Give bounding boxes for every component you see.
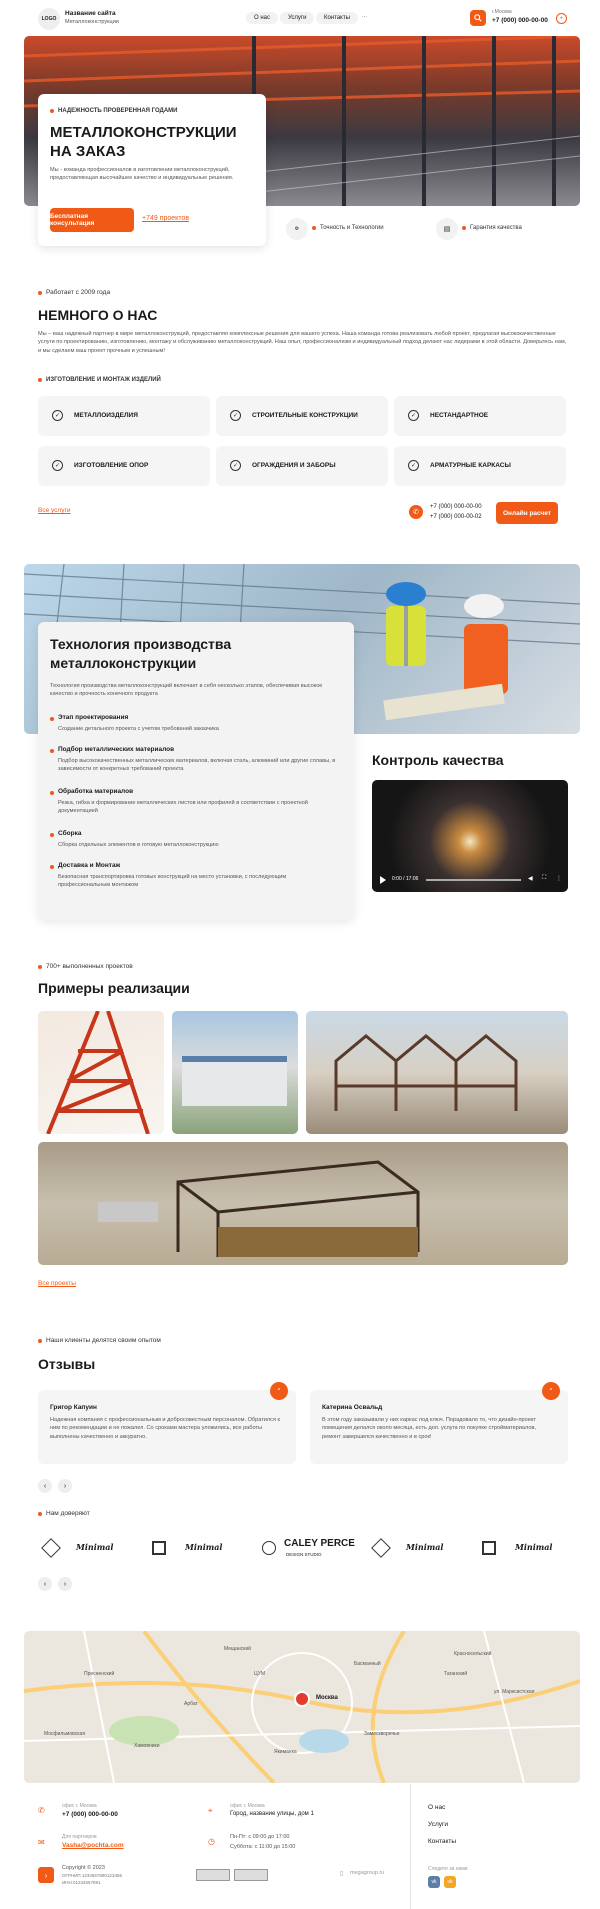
fullscreen-icon[interactable]: ⛶: [542, 875, 547, 881]
about-tag: Работает с 2009 года: [38, 289, 110, 296]
map-label: Красносельский: [454, 1651, 492, 1657]
nav-more[interactable]: ...: [362, 13, 368, 19]
check-icon: ✓: [230, 460, 241, 471]
step-dot: [50, 833, 54, 837]
hero-card: [38, 94, 266, 246]
site-name: Название сайта: [65, 10, 116, 17]
service-label: АРМАТУРНЫЕ КАРКАСЫ: [430, 462, 511, 469]
hero-tag: НАДЕЖНОСТЬ ПРОВЕРЕННАЯ ГОДАМИ: [50, 108, 177, 114]
tech-card: [38, 622, 354, 920]
map-label: Мосфильмовская: [44, 1731, 86, 1737]
check-icon: ✓: [52, 460, 63, 471]
step-title: Доставка и Монтаж: [58, 862, 121, 869]
footer-divider: [410, 1784, 411, 1909]
logos-next-button[interactable]: ›: [58, 1577, 72, 1591]
quality-icon: ▤: [436, 218, 458, 240]
logos-prev-button[interactable]: ‹: [38, 1577, 52, 1591]
map-label: Пресненский: [84, 1671, 115, 1677]
map-label: Арбат: [184, 1701, 198, 1707]
tech-intro: Технология производства металлоконструкций включает в себя несколько этапов, обеспечивая высокое качество и прочность конечного продукта: [50, 683, 323, 698]
step-title: Сборка: [58, 830, 82, 837]
footer-office-label: офис г. Москва: [62, 1803, 97, 1809]
step-desc: Сборка отдельных элементов в готовую металлоконструкцию: [58, 842, 219, 848]
copyright: Copyright © 2023: [62, 1865, 105, 1871]
partner-logo-text: Minimal: [406, 1542, 444, 1552]
step-desc: Подбор высококачественных металлических материалов, включая сталь, алюминий или другие сплавы, в зависимости от конкретных требований проекта: [58, 758, 336, 773]
check-icon: ✓: [230, 410, 241, 421]
about-title: НЕМНОГО О НАС: [38, 307, 158, 323]
all-projects-link[interactable]: Все проекты: [38, 1280, 76, 1287]
about-phone-2[interactable]: +7 (000) 000-00-02: [430, 514, 482, 520]
inn: ИНН 01234567891: [62, 1880, 101, 1885]
ok-icon[interactable]: ok: [444, 1876, 456, 1888]
counter-badge: [196, 1869, 230, 1881]
service-card[interactable]: [38, 446, 210, 486]
partner-logo-text: Minimal: [515, 1542, 553, 1552]
map-label: Хамовники: [134, 1743, 160, 1749]
ogrn: ОГРНИП 1234567890123456: [62, 1873, 122, 1878]
play-icon[interactable]: [380, 876, 386, 884]
feature-precision: Точность и Технологии: [312, 225, 384, 231]
footer-phone[interactable]: +7 (000) 000-00-00: [62, 1811, 118, 1818]
hero-desc: Мы - команда профессионалов в изготовлении металлоконструкций, предоставляющая высочайшее качество и индивидуальные решения.: [50, 167, 234, 182]
service-label: ОГРАЖДЕНИЯ И ЗАБОРЫ: [252, 462, 336, 469]
header-phone[interactable]: +7 (000) 000-00-00: [492, 17, 548, 24]
video-player[interactable]: [372, 780, 568, 892]
service-card[interactable]: [394, 446, 566, 486]
calc-button[interactable]: Онлайн расчет: [496, 502, 558, 524]
partner-logo-text: CALEY PERCE: [284, 1538, 355, 1549]
search-icon[interactable]: [470, 10, 486, 26]
quote-icon: “: [542, 1382, 560, 1400]
partner-logo-icon: [41, 1538, 61, 1558]
step-desc: Безопасная транспортировка готовых конструкций на место установки, с последующим профессиональным монтажом: [58, 874, 287, 889]
about-phone-1[interactable]: +7 (000) 000-00-00: [430, 504, 482, 510]
video-time: 0:00 / 17:06: [392, 876, 419, 882]
dev-link[interactable]: megagroup.ru: [350, 1870, 385, 1876]
logo[interactable]: LOGO: [38, 8, 60, 30]
review-author: Григор Капуин: [50, 1404, 97, 1411]
site-sub: Металлоконструкции: [65, 19, 119, 25]
review-card: [38, 1386, 296, 1464]
video-progress[interactable]: [426, 879, 521, 881]
counter-badge: [234, 1869, 268, 1881]
service-card[interactable]: [216, 446, 388, 486]
precision-icon: ⚙: [286, 218, 308, 240]
project-photo[interactable]: [306, 1011, 568, 1134]
footer-email[interactable]: Vasha@pochta.com: [62, 1842, 124, 1849]
projects-title: Примеры реализации: [38, 980, 190, 996]
footer-office-label: офис г. Москва: [230, 1803, 265, 1809]
map[interactable]: [24, 1631, 580, 1783]
step-title: Этап проектирования: [58, 714, 129, 721]
footer-logo-icon[interactable]: ›: [38, 1867, 54, 1883]
hero-title-2: НА ЗАКАЗ: [50, 143, 126, 160]
check-icon: ✓: [408, 460, 419, 471]
review-text: Надежная компания с профессиональным и добросовестным персоналом. Обратился к ним по рекомендации и не пожалел. Со сроками мастера уложились, все работы выполнены качественно и аккуратно.: [50, 1417, 281, 1440]
quote-icon: “: [270, 1382, 288, 1400]
nav-about[interactable]: О нас: [246, 12, 278, 24]
map-label: Таганский: [444, 1671, 468, 1677]
step-dot: [50, 717, 54, 721]
partner-logo-text: Minimal: [76, 1542, 114, 1552]
service-card[interactable]: [394, 396, 566, 436]
step-dot: [50, 749, 54, 753]
map-label: Замоскворечье: [364, 1731, 400, 1737]
partner-logo-sub: DESIGN STUDIO: [286, 1552, 322, 1557]
footer-partners-label: Для партнеров: [62, 1834, 97, 1840]
map-pin-icon[interactable]: [294, 1691, 310, 1707]
all-services-link[interactable]: Все услуги: [38, 507, 71, 514]
tech-title-1: Технология производства: [50, 636, 232, 652]
footer-link-about[interactable]: О нас: [428, 1804, 446, 1811]
social-label: Следите за нами: [428, 1866, 468, 1872]
callback-icon[interactable]: +: [556, 13, 567, 24]
nav-services[interactable]: Услуги: [280, 12, 314, 24]
reviews-title: Отзывы: [38, 1356, 96, 1372]
review-author: Катерина Освальд: [322, 1404, 383, 1411]
footer-link-services[interactable]: Услуги: [428, 1821, 448, 1828]
step-title: Подбор металлических материалов: [58, 746, 175, 753]
service-label: ИЗГОТОВЛЕНИЕ ОПОР: [74, 462, 149, 469]
check-icon: ✓: [52, 410, 63, 421]
nav-contacts[interactable]: Контакты: [316, 12, 358, 24]
header: [0, 0, 600, 36]
partner-logo-icon: [371, 1538, 391, 1558]
service-label: НЕСТАНДАРТНОЕ: [430, 412, 489, 419]
partner-logo-icon: [482, 1541, 496, 1555]
location-icon: ⌖: [208, 1806, 213, 1815]
map-label: ЦУМ: [254, 1671, 266, 1677]
map-label: ул. Марксистская: [494, 1689, 535, 1695]
footer-hours-1: Пн-Пт: с 09:00 до 17:00: [230, 1834, 290, 1840]
map-city: Москва: [316, 1695, 338, 1701]
phone-icon: ✆: [38, 1806, 45, 1815]
project-photo[interactable]: [38, 1142, 568, 1265]
consult-button[interactable]: Бесплатная консультация: [50, 208, 134, 232]
partner-logo-text: Minimal: [185, 1542, 223, 1552]
quality-title: Контроль качества: [372, 752, 504, 768]
projects-link[interactable]: +749 проектов: [142, 215, 190, 222]
partner-logo-icon: [262, 1541, 276, 1555]
map-label: Мещанский: [224, 1646, 251, 1652]
map-label: Басманный: [354, 1661, 381, 1667]
about-text: Мы – ваш надежный партнер в мире металлоконструкций, предоставляя комплексные решения для вашего успеха. Наша команда готова реализовать любой проект, предлагая высококачественные услуги по проектированию, изготовлению, монтажу и обслуживанию металлоконструкций. Наш опыт, профессионализм и индивидуальный подход делают нас лидерами в этой области. Доверьтесь нам, и мы сделаем ваш проект прочным и успешным!: [38, 331, 567, 354]
reviews-next-button[interactable]: ›: [58, 1479, 72, 1493]
service-card[interactable]: [216, 396, 388, 436]
phone-icon: ✆: [409, 505, 423, 519]
footer-hours-2: Суббота: с 11:00 до 15:00: [230, 1844, 296, 1850]
services-tag: ИЗГОТОВЛЕНИЕ И МОНТАЖ ИЗДЕЛИЙ: [38, 377, 161, 383]
service-card[interactable]: [38, 396, 210, 436]
reviews-tag: Наши клиенты делятся своим опытом: [38, 1337, 161, 1344]
dev-icon: ▯: [340, 1871, 344, 1877]
vk-icon[interactable]: vk: [428, 1876, 440, 1888]
review-card: [310, 1386, 568, 1464]
map-label: Якиманка: [274, 1749, 297, 1755]
city: г.Москва: [492, 9, 512, 15]
review-text: В этом году заказывали у них каркас под ключ. Порадовало то, что дизайн-проект помещения делался около месяца, есть доп. услуга по покупке стройматериалов, ремонт завершился качественно и в срок!: [322, 1417, 536, 1440]
reviews-prev-button[interactable]: ‹: [38, 1479, 52, 1493]
step-desc: Создание детального проекта с учетом требований заказчика: [58, 726, 219, 732]
footer-link-contacts[interactable]: Контакты: [428, 1838, 457, 1845]
step-dot: [50, 791, 54, 795]
footer-address: Город, название улицы, дом 1: [230, 1811, 314, 1817]
clock-icon: ◷: [208, 1837, 215, 1846]
service-label: СТРОИТЕЛЬНЫЕ КОНСТРУКЦИИ: [252, 412, 358, 419]
trust-tag: Нам доверяют: [38, 1510, 90, 1517]
project-photo[interactable]: [38, 1011, 164, 1134]
step-desc: Резка, гибка и формирование металлических листов или профилей в соответствии с проектной документацией: [58, 800, 308, 815]
step-dot: [50, 865, 54, 869]
service-label: МЕТАЛЛОИЗДЕЛИЯ: [74, 412, 138, 419]
volume-icon[interactable]: ◀: [528, 876, 533, 882]
hero-title-1: МЕТАЛЛОКОНСТРУКЦИИ: [50, 124, 237, 141]
projects-tag: 700+ выполненных проектов: [38, 963, 133, 970]
partner-logo-icon: [152, 1541, 166, 1555]
tech-title-2: металлоконструкции: [50, 655, 197, 671]
project-photo[interactable]: [172, 1011, 298, 1134]
check-icon: ✓: [408, 410, 419, 421]
more-icon[interactable]: ⋮: [556, 876, 562, 882]
mail-icon: ✉: [38, 1838, 45, 1847]
feature-quality: Гарантия качества: [462, 225, 522, 231]
step-title: Обработка материалов: [58, 788, 134, 795]
